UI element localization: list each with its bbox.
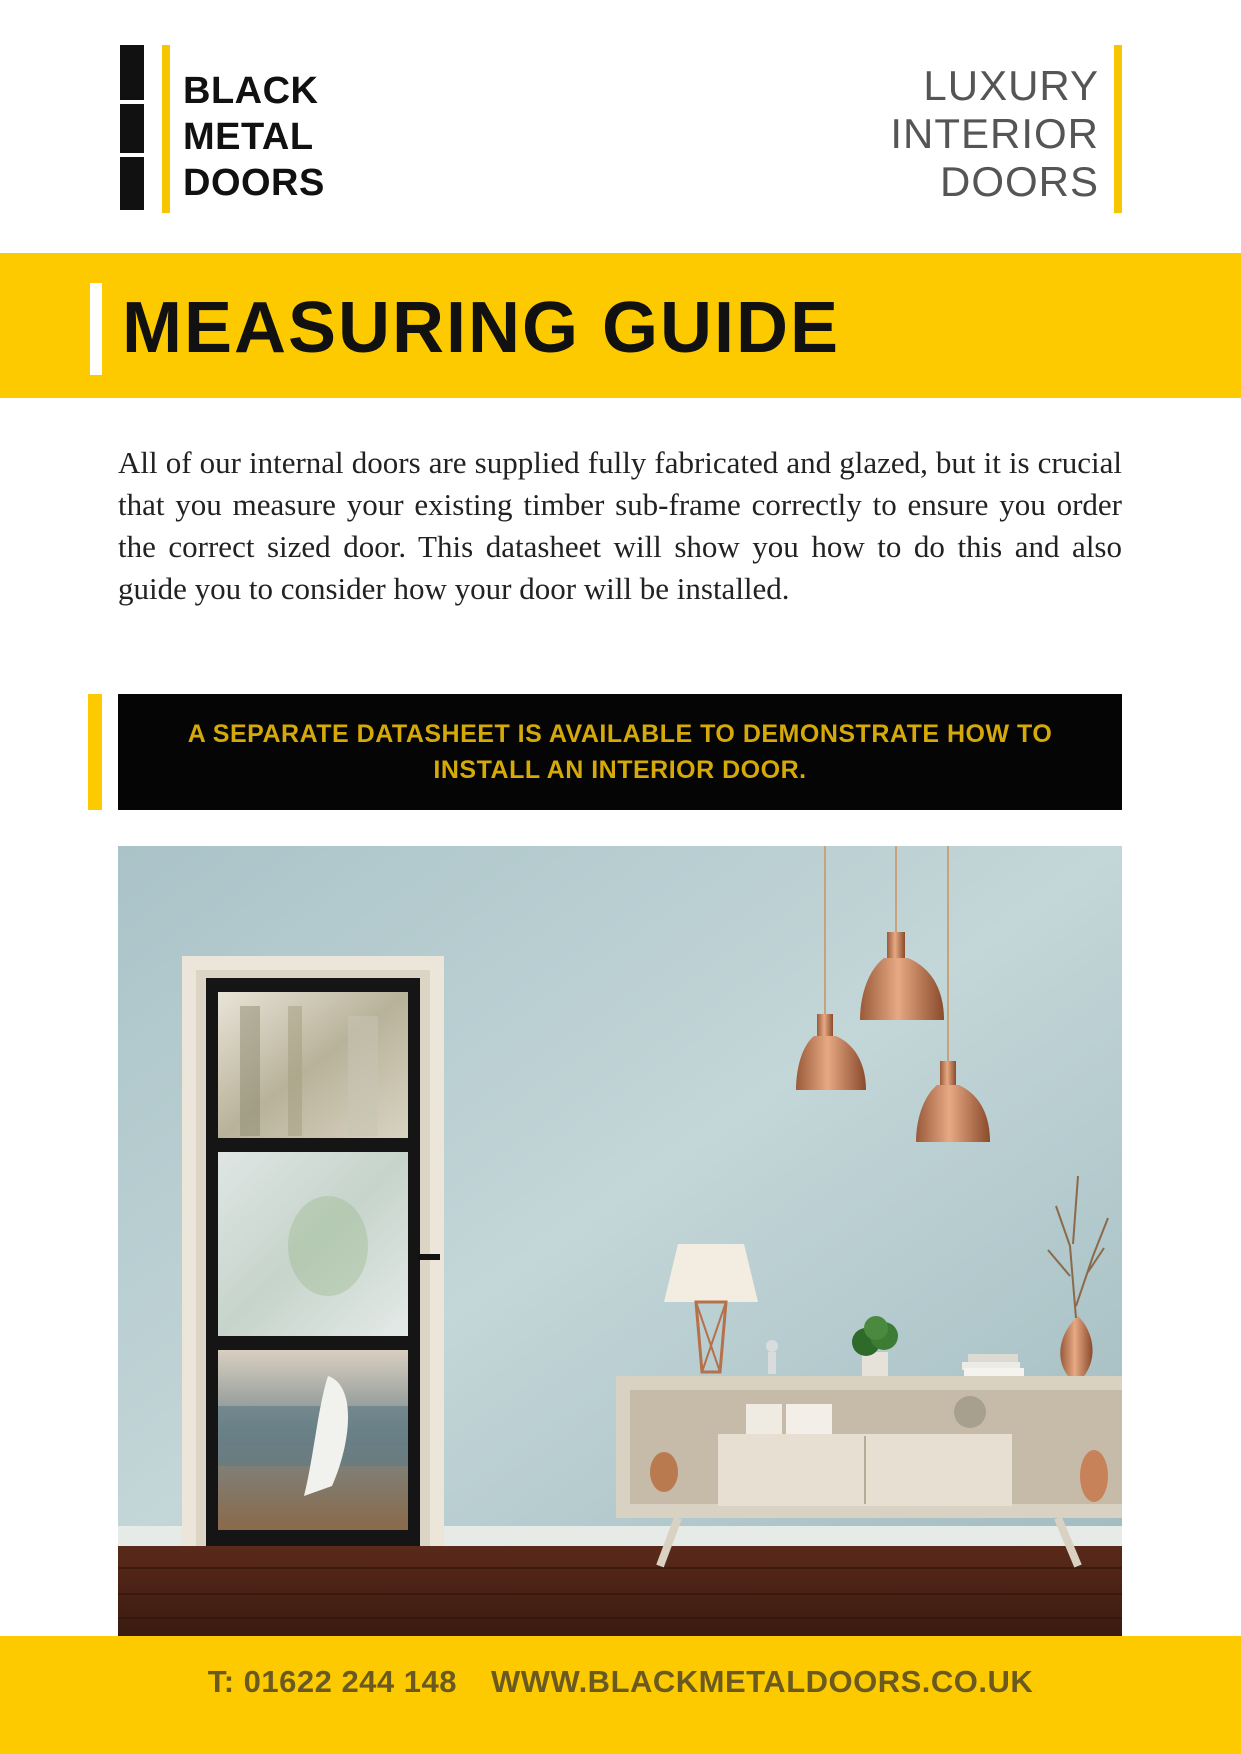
tagline-divider — [1114, 45, 1122, 213]
logo-line-3: DOORS — [183, 162, 325, 204]
tagline-line-3: DOORS — [939, 158, 1099, 205]
logo-line-2: METAL — [183, 116, 314, 158]
title-accent-mark — [90, 283, 102, 375]
footer-website-link[interactable]: WWW.BLACKMETALDOORS.CO.UK — [491, 1664, 1034, 1699]
interior-room-photo — [118, 846, 1122, 1636]
tagline — [890, 62, 1099, 206]
page-title: MEASURING GUIDE — [122, 288, 841, 368]
logo-mark — [120, 45, 144, 210]
tagline-line-1: LUXURY — [923, 62, 1099, 109]
notice-accent-mark — [88, 694, 102, 810]
notice-box — [118, 694, 1122, 810]
logo-divider — [162, 45, 170, 213]
intro-paragraph: All of our internal doors are supplied fully fabricated and glazed, but it is crucial that you measure your existing timber sub-frame correctly to ensure you order the correct sized door. This datasheet will show you how to do this and also guide you to consider how your door will be installed. — [118, 445, 1122, 606]
notice-text: A SEPARATE DATASHEET IS AVAILABLE TO DEMONSTRATE HOW TO INSTALL AN INTERIOR DOOR. — [187, 720, 1053, 784]
logo-line-1: BLACK — [183, 70, 319, 112]
footer-phone[interactable]: T: 01622 244 148 — [207, 1664, 457, 1699]
room-illustration — [118, 846, 1122, 1636]
tagline-line-2: INTERIOR — [890, 110, 1099, 157]
footer-contact — [0, 1664, 1241, 1700]
brand-logo[interactable] — [183, 68, 325, 206]
